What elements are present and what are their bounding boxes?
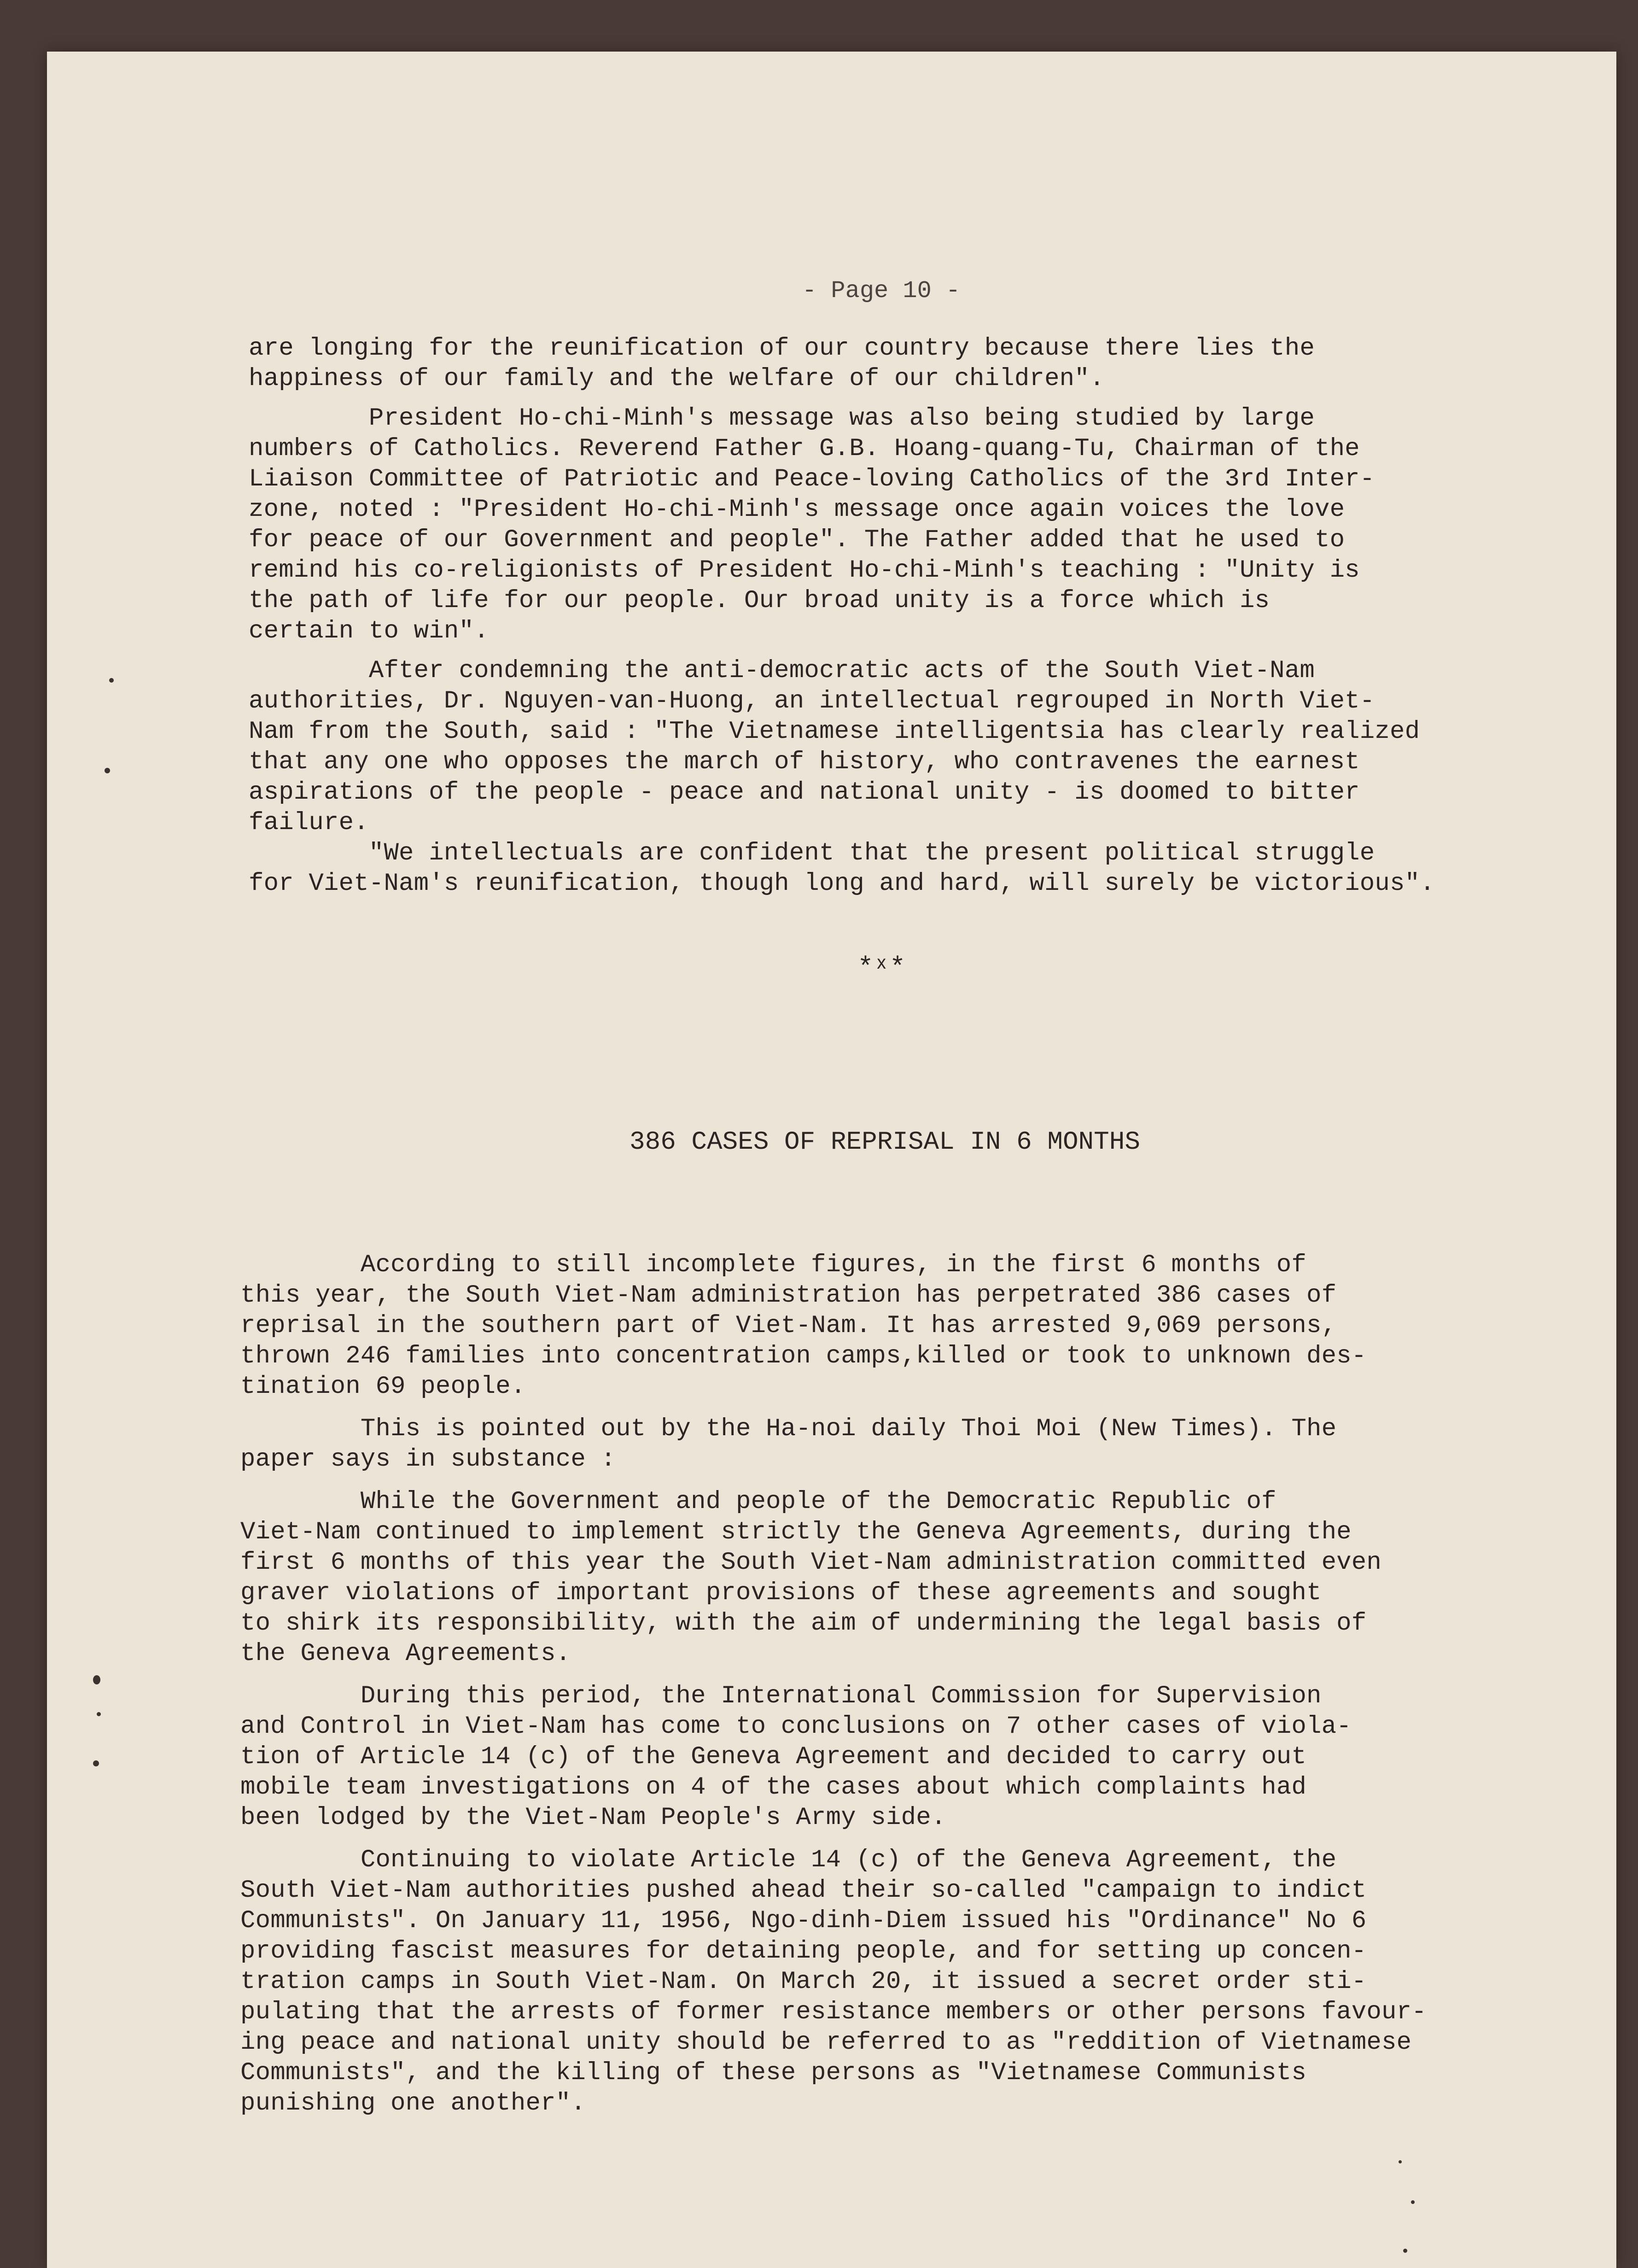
text-line: for peace of our Government and people". The Father added that he used to [249,526,1345,554]
text-line: the path of life for our people. Our broad unity is a force which is [249,587,1270,615]
text-line: ing peace and national unity should be referred to as "reddition of Vietnamese [240,2028,1412,2057]
text-line: "We intellectuals are confident that the present political struggle [249,839,1375,867]
paper-speck [1399,2160,1402,2163]
text-line: Nam from the South, said : "The Vietnamese intelligentsia has clearly realized [249,718,1420,746]
text-line: aspirations of the people - peace and national unity - is doomed to bitter [249,778,1360,807]
text-line: thrown 246 families into concentration camps,killed or took to unknown des- [240,1342,1367,1370]
text-line: After condemning the anti-democratic acts of the South Viet-Nam [249,657,1315,685]
text-line: While the Government and people of the Democratic Republic of [240,1488,1277,1516]
text-line: Communists". On January 11, 1956, Ngo-dinh-Diem issued his "Ordinance" No 6 [240,1907,1367,1935]
text-line: for Viet-Nam's reunification, though long and hard, will surely be victorious". [249,870,1435,898]
paper-speck [1411,2200,1415,2204]
text-line: punishing one another". [240,2089,586,2117]
text-line: remind his co-religionists of President Ho-chi-Minh's teaching : "Unity is [249,556,1360,585]
text-line: first 6 months of this year the South Viet-Nam administration committed even [240,1549,1382,1577]
text-line: to shirk its responsibility, with the aim of undermining the legal basis of [240,1609,1367,1637]
text-line: providing fascist measures for detaining people, and for setting up concen- [240,1937,1367,1965]
text-line: numbers of Catholics. Reverend Father G.B. Hoang-quang-Tu, Chairman of the [249,435,1360,463]
text-line: and Control in Viet-Nam has come to conclusions on 7 other cases of viola- [240,1713,1352,1741]
text-line: certain to win". [249,617,489,645]
text-line: graver violations of important provisions of these agreements and sought [240,1579,1322,1607]
paper-speck [105,768,110,773]
paper-speck [97,1712,101,1716]
text-line: are longing for the reunification of our country because there lies the [249,334,1315,362]
text-line: Liaison Committee of Patriotic and Peace-loving Catholics of the 3rd Inter- [249,465,1375,493]
text-line: Continuing to violate Article 14 (c) of the Geneva Agreement, the [240,1846,1337,1874]
text-line: South Viet-Nam authorities pushed ahead their so-called "campaign to indict [240,1876,1367,1905]
text-line: this year, the South Viet-Nam administration has perpetrated 386 cases of [240,1281,1337,1309]
text-line: zone, noted : "President Ho-chi-Minh's message once again voices the love [249,496,1345,524]
section-heading: 386 CASES OF REPRISAL IN 6 MONTHS [630,1127,1140,1157]
text-line: Communists", and the killing of these persons as "Vietnamese Communists [240,2059,1306,2087]
text-line: mobile team investigations on 4 of the cases about which complaints had [240,1773,1306,1801]
text-line: that any one who opposes the march of history, who contravenes the earnest [249,748,1360,776]
section-separator: *ˣ* [857,953,906,983]
text-line: the Geneva Agreements. [240,1640,571,1668]
text-line: tration camps in South Viet-Nam. On March 20, it issued a secret order sti- [240,1968,1367,1996]
text-line: authorities, Dr. Nguyen-van-Huong, an intellectual regrouped in North Viet- [249,687,1375,715]
document-page [47,52,1616,2268]
text-line: President Ho-chi-Minh's message was also being studied by large [249,404,1315,433]
text-line: failure. [249,809,369,837]
text-line: pulating that the arrests of former resistance members or other persons favour- [240,1998,1427,2026]
text-line: Viet-Nam continued to implement strictly the Geneva Agreements, during the [240,1518,1352,1546]
paper-speck [1403,2249,1407,2253]
text-line: paper says in substance : [240,1445,616,1473]
page-number: - Page 10 - [802,277,961,304]
paper-speck [109,678,114,683]
paper-speck [93,1675,100,1684]
text-line: tination 69 people. [240,1373,526,1401]
text-line: This is pointed out by the Ha-noi daily Thoi Moi (New Times). The [240,1415,1337,1443]
text-line: been lodged by the Viet-Nam People's Army side. [240,1804,946,1832]
text-line: reprisal in the southern part of Viet-Nam. It has arrested 9,069 persons, [240,1312,1337,1340]
text-line: According to still incomplete figures, in the first 6 months of [240,1251,1306,1279]
text-line: tion of Article 14 (c) of the Geneva Agreement and decided to carry out [240,1743,1306,1771]
text-line: During this period, the International Commission for Supervision [240,1682,1322,1710]
paper-speck [93,1760,99,1766]
text-line: happiness of our family and the welfare of our children". [249,365,1105,393]
